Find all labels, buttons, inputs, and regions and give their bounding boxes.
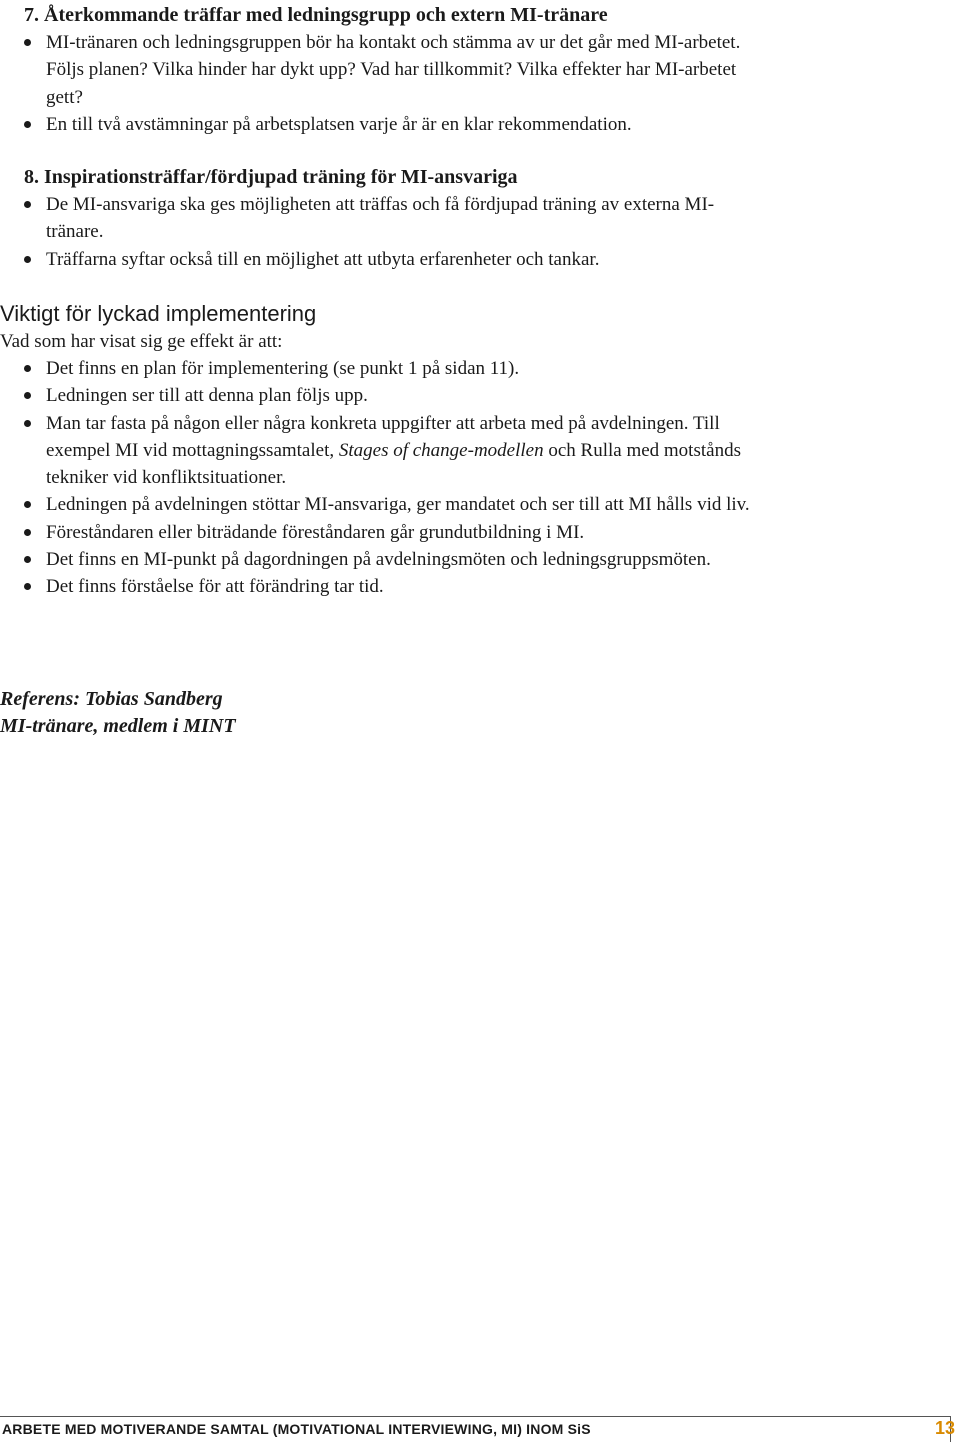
list-item: MI-tränaren och ledningsgruppen bör ha kontakt och stämma av ur det går med MI-arbetet. Följs planen? Vilka hinder har dykt upp? Vad har tillkommit? Vilka effekter har MI-arbetet gett? (0, 29, 766, 111)
implementation-section (0, 300, 950, 601)
list-item: Det finns en plan för implementering (se punkt 1 på sidan 11). (0, 355, 950, 382)
page-footer (0, 1416, 960, 1442)
section-7 (0, 2, 950, 138)
list-item: De MI-ansvariga ska ges möjligheten att träffas och få fördjupad träning av externa MI-tränare. (0, 191, 746, 246)
section-8-title: Inspirationsträffar/fördjupad träning för MI-ansvariga (44, 166, 518, 188)
list-item: Träffarna syftar också till en möjlighet att utbyta erfarenheter och tankar. (0, 246, 950, 273)
reference-author: Referens: Tobias Sandberg (0, 688, 223, 710)
implementation-intro: Vad som har visat sig ge effekt är att: (0, 331, 283, 352)
list-item: Det finns en MI-punkt på dagordningen på avdelningsmöten och ledningsgruppsmöten. (0, 546, 726, 573)
list-item-text: Man tar fasta på någon eller några konkreta uppgifter att arbeta med på avdelningen. Till exempel MI vid mottagningssamtalet, (46, 412, 720, 461)
list-item (0, 410, 752, 492)
section-7-list (0, 29, 950, 138)
italic-term: Stages of change-modellen (338, 439, 544, 461)
footer-title: ARBETE MED MOTIVERANDE SAMTAL (MOTIVATIONAL INTERVIEWING, MI) INOM SiS (2, 1421, 591, 1437)
page-number: 13 (935, 1418, 956, 1438)
section-8-list (0, 191, 950, 273)
list-item: Det finns förståelse för att förändring tar tid. (0, 573, 950, 600)
list-item-text: och Rulla med motstånds tekniker vid konfliktsituationer. (46, 439, 741, 489)
implementation-list (0, 355, 950, 601)
list-item: En till två avstämningar på arbetsplatsen varje år är en klar rekommendation. (0, 111, 950, 138)
footer-rule (0, 1416, 950, 1417)
section-7-heading (0, 2, 950, 29)
section-7-number: 7. (24, 4, 39, 26)
reference-block (0, 686, 950, 740)
section-8 (0, 164, 950, 273)
implementation-heading: Viktigt för lyckad implementering (0, 301, 317, 326)
reference-role: MI-tränare, medlem i MINT (0, 715, 236, 737)
section-8-number: 8. (24, 166, 39, 188)
list-item: Ledningen på avdelningen stöttar MI-ansvariga, ger mandatet och ser till att MI hålls vid liv. (0, 491, 766, 518)
section-8-heading (0, 164, 950, 191)
list-item: Ledningen ser till att denna plan följs upp. (0, 382, 950, 409)
section-7-title: Återkommande träffar med ledningsgrupp och extern MI-tränare (44, 4, 608, 26)
list-item: Föreståndaren eller biträdande föreståndaren går grundutbildning i MI. (0, 519, 950, 546)
